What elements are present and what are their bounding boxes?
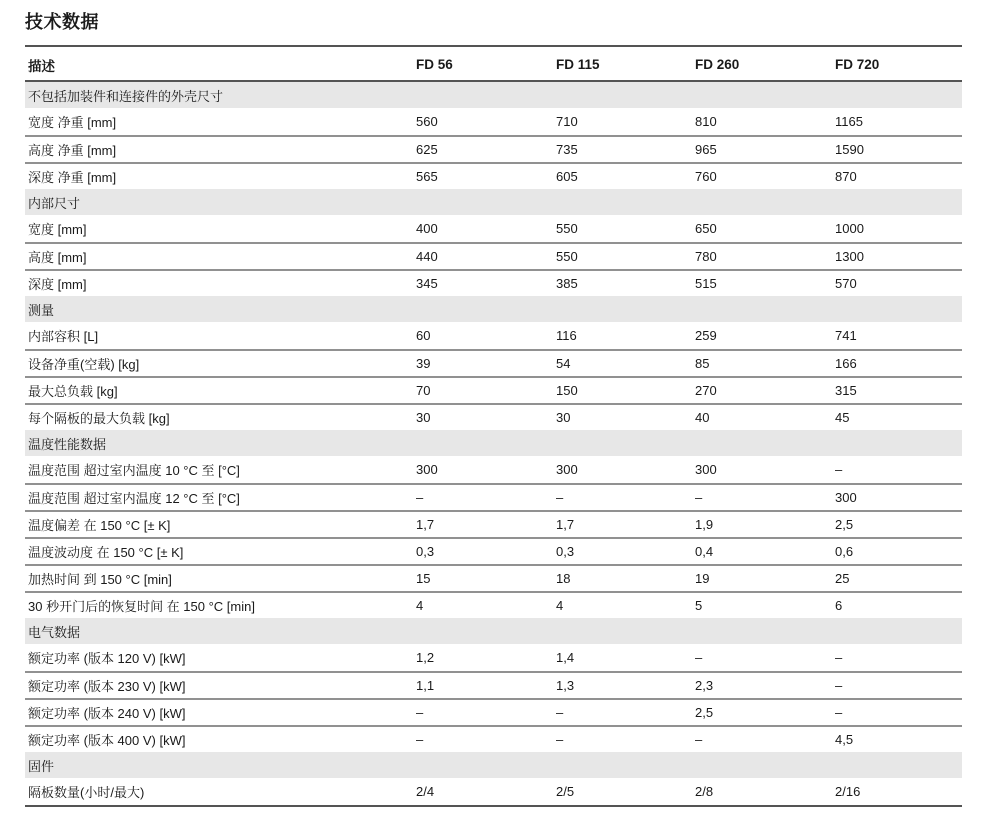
spec-row xyxy=(25,162,962,189)
row-label: 内部容积 [L] xyxy=(28,329,99,344)
cell-value: 40 xyxy=(695,410,710,425)
section-rows xyxy=(25,108,962,189)
cell-value: 2,5 xyxy=(835,517,854,532)
cell-value: 85 xyxy=(695,356,710,371)
spec-row xyxy=(25,725,962,752)
row-label: 设备净重(空载) [kg] xyxy=(28,357,140,372)
spec-row xyxy=(25,483,962,510)
cell-value: 25 xyxy=(835,571,850,586)
cell-value: 60 xyxy=(416,328,431,343)
column-header-description: 描述 xyxy=(28,58,55,74)
row-label: 额定功率 (版本 230 V) [kW] xyxy=(28,679,186,694)
cell-value: 741 xyxy=(835,328,857,343)
cell-value: 0,3 xyxy=(416,544,435,559)
cell-value: 560 xyxy=(416,114,438,129)
cell-value: 4 xyxy=(556,598,564,613)
cell-value: 565 xyxy=(416,169,438,184)
cell-value: 2/5 xyxy=(556,784,575,799)
cell-value: 2/16 xyxy=(835,784,861,799)
cell-value: – xyxy=(835,678,843,693)
cell-value: – xyxy=(416,705,424,720)
cell-value: 550 xyxy=(556,221,578,236)
section-header: 温度性能数据 xyxy=(25,430,962,456)
cell-value: – xyxy=(835,650,843,665)
spec-row xyxy=(25,403,962,430)
cell-value: 650 xyxy=(695,221,717,236)
cell-value: 45 xyxy=(835,410,850,425)
table-header-row xyxy=(25,47,962,82)
cell-value: – xyxy=(416,490,424,505)
cell-value: 345 xyxy=(416,276,438,291)
cell-value: 1,2 xyxy=(416,650,435,665)
spec-row xyxy=(25,135,962,162)
cell-value: 4,5 xyxy=(835,732,854,747)
cell-value: 2/8 xyxy=(695,784,714,799)
spec-row xyxy=(25,671,962,698)
row-label: 最大总负载 [kg] xyxy=(28,384,118,399)
cell-value: 300 xyxy=(556,462,578,477)
cell-value: 30 xyxy=(556,410,571,425)
cell-value: 39 xyxy=(416,356,431,371)
row-label: 高度 净重 [mm] xyxy=(28,143,117,158)
row-label: 宽度 [mm] xyxy=(28,222,87,237)
cell-value: 259 xyxy=(695,328,717,343)
spec-row xyxy=(25,376,962,403)
cell-value: 15 xyxy=(416,571,431,586)
row-label: 隔板数量(小时/最大) xyxy=(28,785,145,800)
cell-value: – xyxy=(695,732,703,747)
section-rows xyxy=(25,778,962,805)
cell-value: 166 xyxy=(835,356,857,371)
cell-value: 710 xyxy=(556,114,578,129)
spec-row xyxy=(25,322,962,349)
cell-value: 735 xyxy=(556,142,578,157)
section-header: 测量 xyxy=(25,296,962,322)
cell-value: – xyxy=(695,650,703,665)
cell-value: 605 xyxy=(556,169,578,184)
spec-row xyxy=(25,591,962,618)
cell-value: 625 xyxy=(416,142,438,157)
spec-row xyxy=(25,564,962,591)
cell-value: 150 xyxy=(556,383,578,398)
cell-value: 385 xyxy=(556,276,578,291)
row-label: 温度偏差 在 150 °C [± K] xyxy=(28,518,171,533)
cell-value: 965 xyxy=(695,142,717,157)
section-header: 电气数据 xyxy=(25,618,962,644)
row-label: 额定功率 (版本 120 V) [kW] xyxy=(28,651,186,666)
column-header-fd56: FD 56 xyxy=(416,57,453,72)
row-label: 高度 [mm] xyxy=(28,250,87,265)
section-rows xyxy=(25,215,962,296)
cell-value: 54 xyxy=(556,356,571,371)
cell-value: 1,7 xyxy=(416,517,435,532)
cell-value: – xyxy=(835,462,843,477)
cell-value: 810 xyxy=(695,114,717,129)
section-header: 不包括加装件和连接件的外壳尺寸 xyxy=(25,82,962,108)
cell-value: 760 xyxy=(695,169,717,184)
cell-value: 5 xyxy=(695,598,703,613)
cell-value: 300 xyxy=(835,490,857,505)
cell-value: 1165 xyxy=(835,114,863,129)
row-label: 深度 [mm] xyxy=(28,277,87,292)
page-title: 技术数据 xyxy=(25,12,99,32)
cell-value: 116 xyxy=(556,328,577,343)
row-label: 额定功率 (版本 400 V) [kW] xyxy=(28,733,186,748)
cell-value: 400 xyxy=(416,221,438,236)
cell-value: – xyxy=(416,732,424,747)
spec-row xyxy=(25,537,962,564)
cell-value: 2,3 xyxy=(695,678,714,693)
cell-value: 18 xyxy=(556,571,571,586)
cell-value: 1,7 xyxy=(556,517,575,532)
cell-value: 1300 xyxy=(835,249,864,264)
cell-value: 780 xyxy=(695,249,717,264)
section-rows xyxy=(25,644,962,752)
cell-value: 315 xyxy=(835,383,857,398)
cell-value: – xyxy=(695,490,703,505)
row-label: 温度范围 超过室内温度 12 °C 至 [°C] xyxy=(28,491,240,506)
spec-row xyxy=(25,108,962,135)
spec-row xyxy=(25,510,962,537)
cell-value: 300 xyxy=(416,462,438,477)
cell-value: 1,9 xyxy=(695,517,714,532)
cell-value: 2/4 xyxy=(416,784,435,799)
cell-value: 30 xyxy=(416,410,431,425)
spec-row xyxy=(25,698,962,725)
row-label: 加热时间 到 150 °C [min] xyxy=(28,572,172,587)
cell-value: 1590 xyxy=(835,142,864,157)
row-label: 温度波动度 在 150 °C [± K] xyxy=(28,545,184,560)
technical-data-table xyxy=(25,45,962,807)
section-rows xyxy=(25,322,962,430)
row-label: 30 秒开门后的恢复时间 在 150 °C [min] xyxy=(28,599,255,614)
row-label: 温度范围 超过室内温度 10 °C 至 [°C] xyxy=(28,463,240,478)
cell-value: 1,3 xyxy=(556,678,575,693)
column-header-fd260: FD 260 xyxy=(695,57,740,72)
cell-value: 300 xyxy=(695,462,717,477)
cell-value: 1000 xyxy=(835,221,864,236)
cell-value: 0,4 xyxy=(695,544,714,559)
spec-row xyxy=(25,215,962,242)
spec-row xyxy=(25,644,962,671)
spec-row xyxy=(25,349,962,376)
spec-row xyxy=(25,269,962,296)
cell-value: 70 xyxy=(416,383,431,398)
section-rows xyxy=(25,456,962,618)
table-body xyxy=(25,82,962,805)
cell-value: 0,6 xyxy=(835,544,854,559)
section-header: 内部尺寸 xyxy=(25,189,962,215)
cell-value: 570 xyxy=(835,276,857,291)
row-label: 额定功率 (版本 240 V) [kW] xyxy=(28,706,186,721)
cell-value: 440 xyxy=(416,249,438,264)
cell-value: – xyxy=(556,705,564,720)
cell-value: 6 xyxy=(835,598,843,613)
cell-value: 270 xyxy=(695,383,717,398)
cell-value: – xyxy=(835,705,843,720)
cell-value: 19 xyxy=(695,571,710,586)
cell-value: – xyxy=(556,490,564,505)
spec-row xyxy=(25,242,962,269)
cell-value: 4 xyxy=(416,598,424,613)
spec-row xyxy=(25,778,962,805)
cell-value: 1,4 xyxy=(556,650,575,665)
cell-value: 1,1 xyxy=(416,678,435,693)
row-label: 宽度 净重 [mm] xyxy=(28,115,117,130)
cell-value: 0,3 xyxy=(556,544,575,559)
cell-value: – xyxy=(556,732,564,747)
cell-value: 2,5 xyxy=(695,705,714,720)
cell-value: 870 xyxy=(835,169,857,184)
row-label: 深度 净重 [mm] xyxy=(28,170,117,185)
section-header: 固件 xyxy=(25,752,962,778)
cell-value: 515 xyxy=(695,276,717,291)
row-label: 每个隔板的最大负载 [kg] xyxy=(28,411,170,426)
cell-value: 550 xyxy=(556,249,578,264)
column-header-fd115: FD 115 xyxy=(556,57,600,72)
column-header-fd720: FD 720 xyxy=(835,57,880,72)
spec-row xyxy=(25,456,962,483)
